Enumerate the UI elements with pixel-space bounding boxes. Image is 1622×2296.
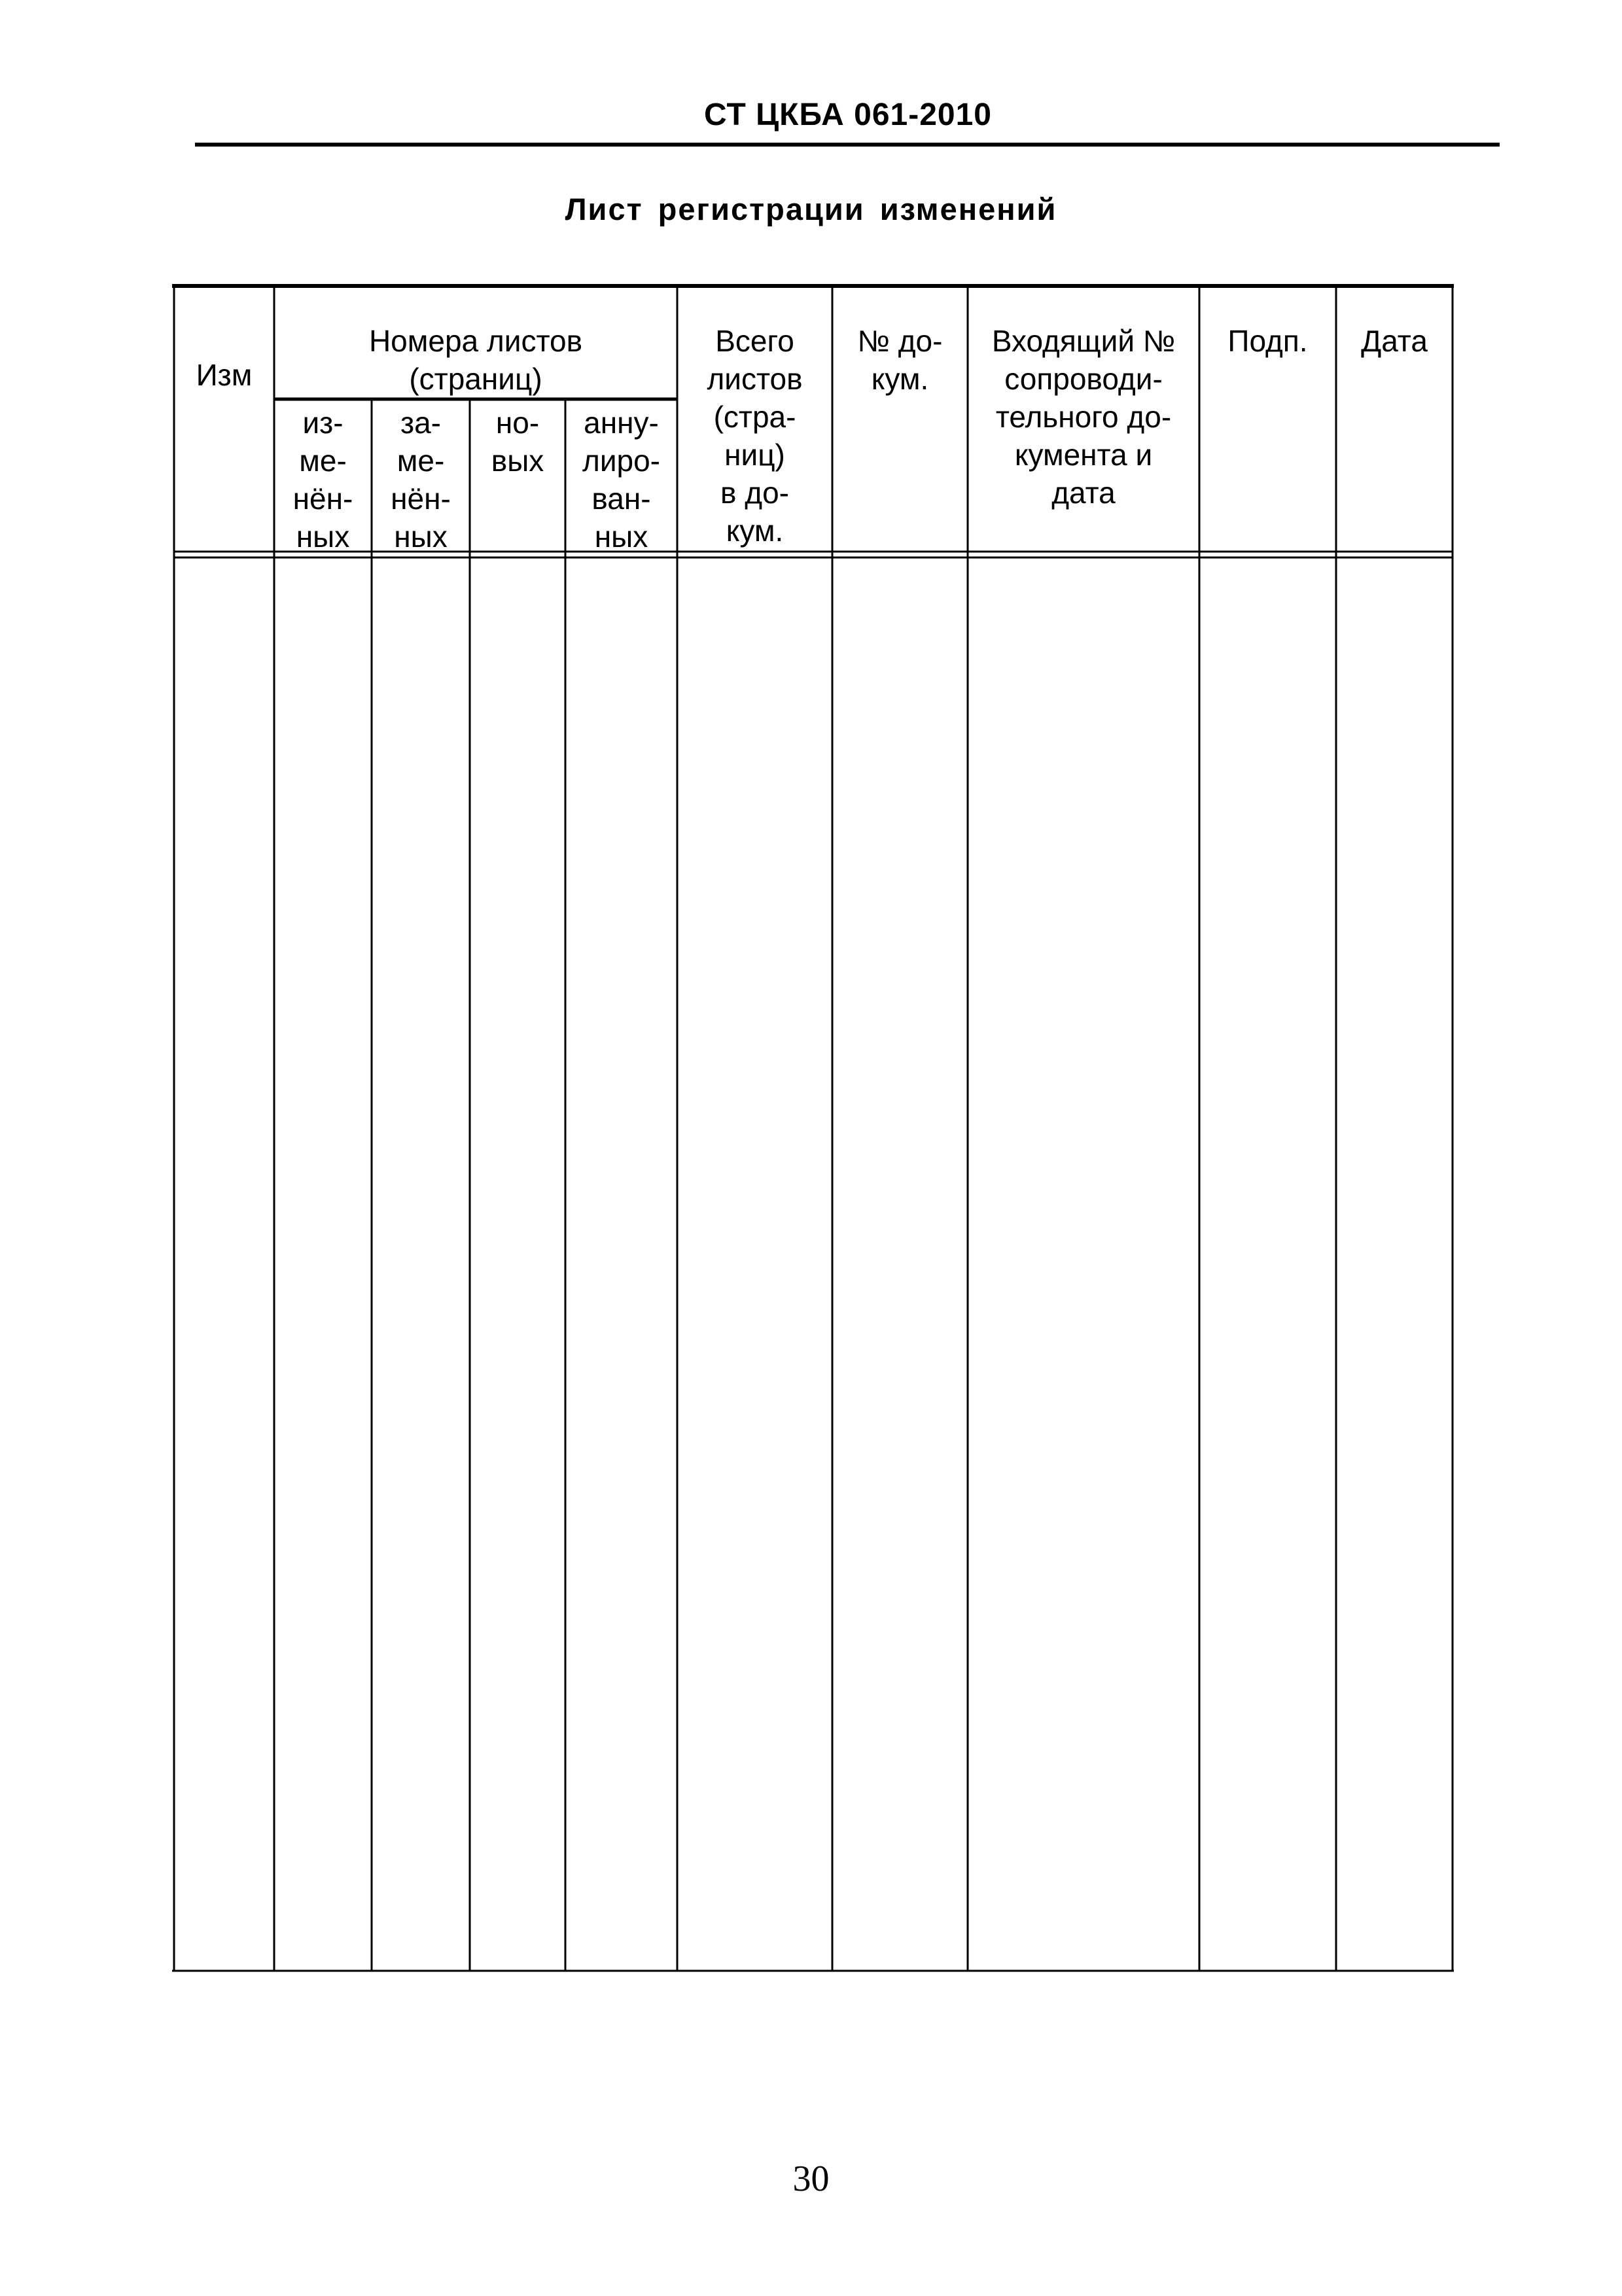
header-incoming-doc: Входящий № сопроводи- тельного до- кумента и дата — [991, 324, 1176, 510]
header-total-sheets: Всего листов (стра- ниц) в до- кум. — [707, 324, 803, 548]
header-signature: Подп. — [1227, 324, 1308, 358]
header-rule — [195, 143, 1500, 147]
header-annulled: анну- лиро- ван- ных — [582, 406, 661, 554]
header-changed: из- ме- нён- ных — [292, 406, 353, 554]
header-izm: Изм — [196, 358, 253, 392]
page-number: 30 — [792, 2159, 830, 2199]
document-code: СТ ЦКБА 061-2010 — [703, 97, 992, 132]
header-replaced: за- ме- нён- ных — [391, 406, 451, 554]
header-date: Дата — [1361, 324, 1428, 358]
header-new: но- вых — [491, 406, 544, 478]
header-doc-number: № до- кум. — [857, 324, 943, 396]
page-title: Лист регистрации изменений — [565, 192, 1057, 226]
header-sheet-numbers: Номера листов (страниц) — [368, 324, 583, 396]
